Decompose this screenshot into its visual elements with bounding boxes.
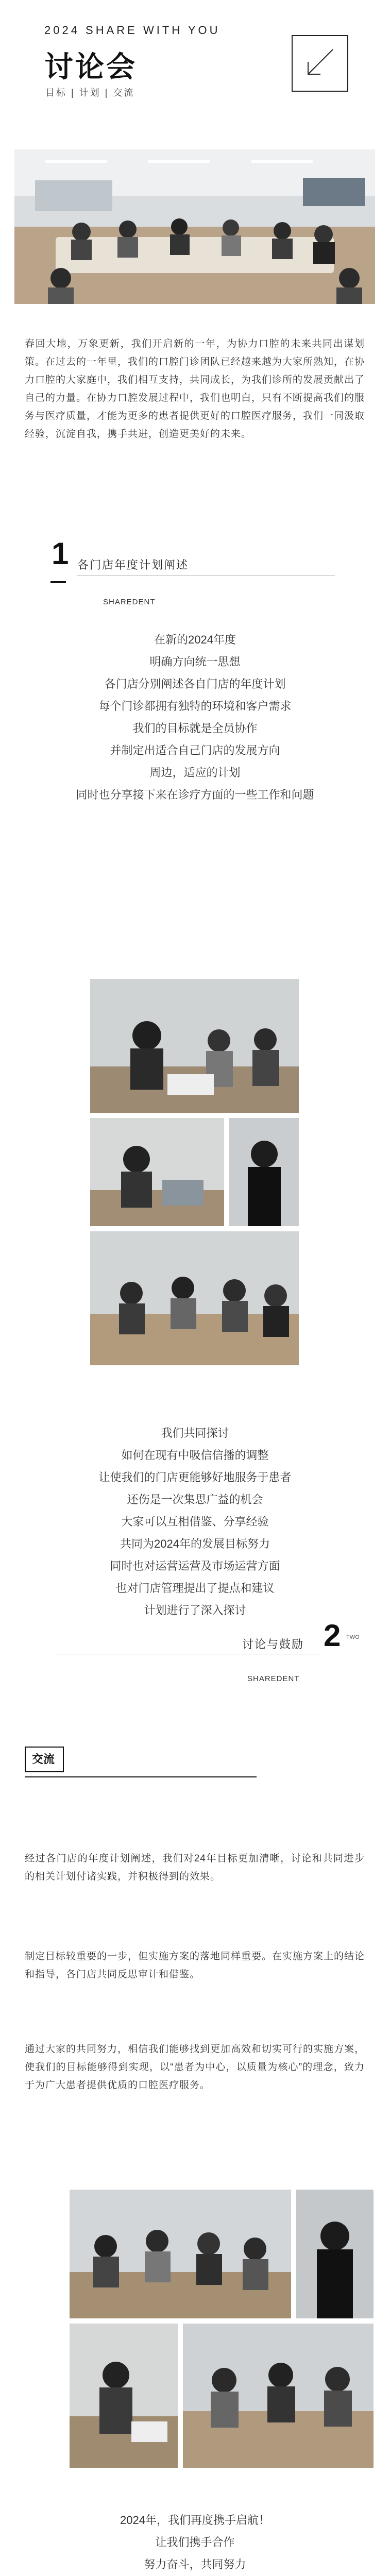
section1-line: 每个门诊都拥有独特的环境和客户需求 [98,700,292,713]
closing-line: 努力奋斗，共同努力 [144,2558,246,2571]
closing-line: 让我们携手合作 [155,2536,235,2549]
meeting-photo-group [70,2190,291,2318]
meeting-photo-speaker [90,979,299,1113]
closing-line: 2024年，我们再度携手启航！ [120,2514,270,2527]
section1-line2: 同时也对运营运营及市场运营方面 [110,1560,280,1572]
section1-brand: SHAREDENT [103,598,156,606]
section1-line2: 共同为2024年的发展目标努力 [120,1537,270,1550]
meeting-photo-table [90,1231,299,1365]
section1-line: 明确方向统一思想 [149,655,241,668]
section1-line2: 也对门店管理提出了提点和建议 [115,1582,275,1595]
arrow-box-icon [292,35,348,92]
exchange-label: 交流 [32,1753,55,1766]
section1-line2: 还伤是一次集思广益的机会 [127,1493,263,1506]
page-title: 讨论会 [44,50,137,83]
section1-lines2 [0,1422,390,1621]
meeting-photo-laptop [90,1118,224,1226]
section2-number: 2 [324,1618,341,1653]
exchange-paragraph: 经过各门店的年度计划阐述，我们对24年目标更加清晰，讨论和共同进步的相关计划付诸实践，并积极得到的效果。 [25,1853,365,1882]
section1-line: 并制定出适合自己门店的发展方向 [110,744,280,757]
section1-line: 同时也分享接下来在诊疗方面的一些工作和问题 [76,788,314,801]
section1-line: 周边，适应的计划 [149,766,241,779]
section1-line2: 计划进行了深入探讨 [144,1604,246,1617]
section1-number: 1 [52,536,69,571]
meeting-photo-portrait [296,2190,374,2318]
header-subtitle: 目标 | 计划 | 交流 [45,88,135,98]
section1-line2: 让使我们的门店更能够好地服务于患者 [98,1471,292,1484]
meeting-photo-notes [70,2324,178,2468]
meeting-photo-discussion [183,2324,374,2468]
section2-title: 讨论与鼓励 [242,1638,304,1651]
section2-number-label: TWO [346,1634,360,1640]
section1-line: 在新的2024年度 [154,633,236,646]
exchange-paragraph: 制定目标较重要的一步，但实施方案的落地同样重要。在实施方案上的结论和指导，各门店共同反思审计和借鉴。 [25,1951,365,1980]
meeting-room-photo [14,149,375,304]
section1-lines [0,629,390,806]
section1-line: 我们的目标就是全员协作 [132,722,258,735]
intro-paragraph: 春回大地，万象更新，我们开启新的一年，为协力口腔的未来共同出谋划策。在过去的一年里，我们的口腔门诊团队已经越来越为大家所熟知，在协力口腔的大家庭中，我们相互支持，共同成长，为我们诊所的发展贡献出了自己的力量。在协力口腔发展过程中，我们也明白，只有不断提高我们的服务与医疗质量，才能为更多的患者提供更好的口腔医疗服务，我们一同汲取经验，沉淀自我，携手共进，创造更美好的未来。 [25,338,365,439]
closing-lines [0,2509,390,2576]
section2-brand: SHAREDENT [247,1674,300,1683]
exchange-rule [25,1776,257,1777]
section1-bar [50,581,66,583]
section1-title: 各门店年度计划阐述 [77,558,189,571]
section1-line2: 我们共同探讨 [161,1427,229,1439]
section1-rule [77,575,335,576]
section1-line2: 大家可以互相借鉴、分享经验 [121,1515,269,1528]
meeting-photo-woman [229,1118,299,1226]
exchange-paragraph: 通过大家的共同努力，相信我们能够找到更加高效和切实可行的实施方案，使我们的目标能够得到实现，以“患者为中心，以质量为核心”的理念，致力于为广大患者提供优质的口腔医疗服务。 [25,2044,365,2091]
section1-line: 各门店分别阐述各自门店的年度计划 [104,677,286,690]
section1-line2: 如何在现有中吸信信播的调整 [121,1449,269,1462]
header-top-line: 2024 SHARE WITH YOU [44,24,221,37]
